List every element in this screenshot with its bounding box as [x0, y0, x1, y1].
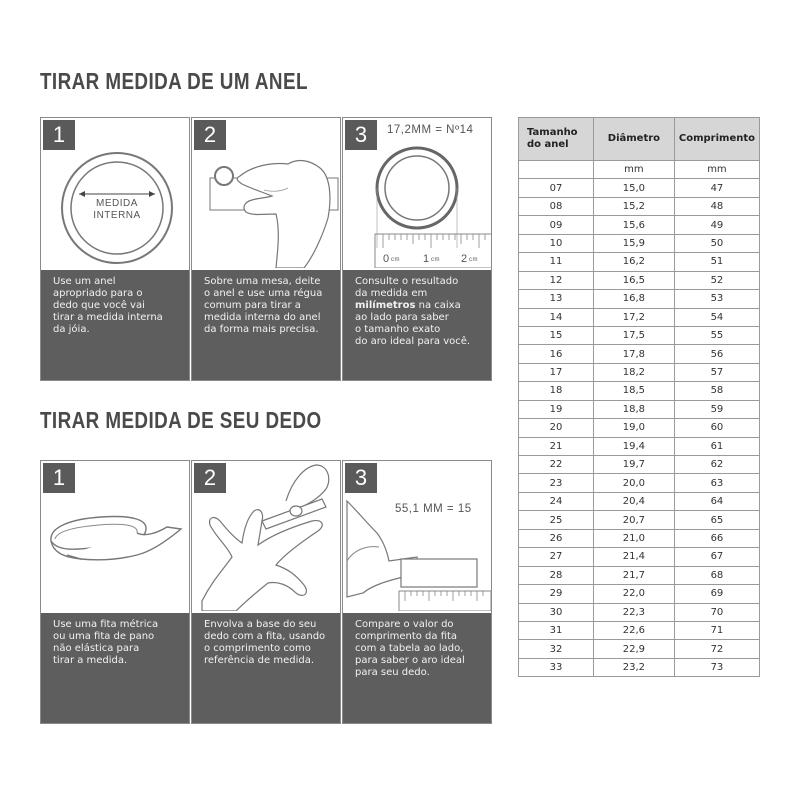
table-cell: 08: [519, 197, 594, 215]
table-cell: 17,8: [593, 345, 674, 363]
table-row: [519, 197, 760, 215]
step-number-badge: 1: [43, 120, 75, 150]
table-cell: 62: [674, 456, 759, 474]
table-row: [519, 216, 760, 234]
table-cell: 17: [519, 363, 594, 381]
caption-line: medida interna do anel: [204, 312, 321, 323]
table-cell: 19,7: [593, 456, 674, 474]
table-cell: 70: [674, 603, 759, 621]
caption-line: do aro ideal para você.: [355, 336, 471, 347]
caption-line: referência de medida.: [204, 655, 315, 666]
ruler-unit: cm: [431, 257, 440, 263]
table-cell: 49: [674, 216, 759, 234]
table-row: [519, 271, 760, 289]
table-cell: 15,2: [593, 197, 674, 215]
caption-line-rest: na caixa: [415, 300, 461, 311]
step-number-badge: 2: [194, 120, 226, 150]
table-cell: 20,0: [593, 474, 674, 492]
table-cell: 14: [519, 308, 594, 326]
table-row: [519, 621, 760, 639]
table-cell: 68: [674, 566, 759, 584]
caption-line: [355, 300, 483, 312]
table-cell: 27: [519, 548, 594, 566]
finger-step-2-caption: [192, 613, 340, 723]
table-header-row: [519, 118, 760, 161]
ring-measure-label: 17,2MM = Nº14: [387, 124, 474, 136]
finger-step-1-caption: [41, 613, 189, 723]
table-cell: 60: [674, 419, 759, 437]
table-row: [519, 658, 760, 676]
table-cell: 21,0: [593, 529, 674, 547]
table-cell: 26: [519, 529, 594, 547]
table-cell: 15: [519, 326, 594, 344]
caption-line: comprimento da fita: [355, 631, 458, 642]
table-cell: 61: [674, 437, 759, 455]
table-row: [519, 492, 760, 510]
table-cell: 22,9: [593, 640, 674, 658]
caption-line: Envolva a base do seu: [204, 619, 317, 630]
table-cell: 71: [674, 621, 759, 639]
table-cell: 15,0: [593, 179, 674, 197]
table-cell: 21: [519, 437, 594, 455]
caption-line: comum para tirar a: [204, 300, 301, 311]
table-cell: 73: [674, 658, 759, 676]
table-cell: 22,3: [593, 603, 674, 621]
finger-step-2: [191, 460, 341, 724]
ring-step-2: [191, 117, 341, 381]
unit-cell: mm: [593, 161, 674, 179]
table-row: [519, 363, 760, 381]
section-title-ring: TIRAR MEDIDA DE UM ANEL: [40, 68, 308, 94]
table-cell: 09: [519, 216, 594, 234]
table-row: [519, 585, 760, 603]
table-cell: 19: [519, 400, 594, 418]
table-cell: 53: [674, 290, 759, 308]
table-row: [519, 548, 760, 566]
table-cell: 59: [674, 400, 759, 418]
table-cell: 17,2: [593, 308, 674, 326]
table-cell: 33: [519, 658, 594, 676]
col-header-diameter: Diâmetro: [593, 118, 674, 161]
table-cell: 50: [674, 234, 759, 252]
table-cell: 22,6: [593, 621, 674, 639]
col-header-size: Tamanho do anel: [519, 118, 594, 161]
ring-step-3: [342, 117, 492, 381]
caption-line: para saber o aro ideal: [355, 655, 465, 666]
finger-step-1: [40, 460, 190, 724]
table-row: [519, 253, 760, 271]
ring-step-1: [40, 117, 190, 381]
finger-step-3: [342, 460, 492, 724]
table-row: [519, 456, 760, 474]
table-row: [519, 419, 760, 437]
caption-line: dedo com a fita, usando: [204, 631, 326, 642]
finger-step-3-caption: [343, 613, 491, 723]
table-cell: 15,9: [593, 234, 674, 252]
table-cell: 16,2: [593, 253, 674, 271]
caption-line: o comprimento como: [204, 643, 311, 654]
table-cell: 47: [674, 179, 759, 197]
table-cell: 57: [674, 363, 759, 381]
table-cell: 54: [674, 308, 759, 326]
table-cell: 16,8: [593, 290, 674, 308]
caption-line: o tamanho exato: [355, 324, 441, 335]
ring-step-3-caption: [343, 270, 491, 380]
table-row: [519, 290, 760, 308]
caption-line: Sobre uma mesa, deite: [204, 276, 321, 287]
table-cell: 12: [519, 271, 594, 289]
table-cell: 52: [674, 271, 759, 289]
table-cell: 25: [519, 511, 594, 529]
caption-line: ao lado para saber: [355, 312, 449, 323]
table-row: [519, 566, 760, 584]
section-title-finger: TIRAR MEDIDA DE SEU DEDO: [40, 407, 322, 433]
caption-line: tirar a medida.: [53, 655, 128, 666]
table-row: [519, 345, 760, 363]
table-cell: 19,4: [593, 437, 674, 455]
table-cell: 63: [674, 474, 759, 492]
ruler-label-2: 2: [461, 253, 468, 265]
table-cell: 10: [519, 234, 594, 252]
table-cell: 20,7: [593, 511, 674, 529]
table-cell: 16: [519, 345, 594, 363]
table-cell: 22: [519, 456, 594, 474]
table-cell: 30: [519, 603, 594, 621]
inner-measure-label-2: INTERNA: [93, 210, 141, 221]
table-row: [519, 326, 760, 344]
table-row: [519, 640, 760, 658]
table-row: [519, 382, 760, 400]
caption-line: com a tabela ao lado,: [355, 643, 464, 654]
table-cell: 18: [519, 382, 594, 400]
table-units-row: [519, 161, 760, 179]
table-cell: 24: [519, 492, 594, 510]
table-cell: 11: [519, 253, 594, 271]
table-cell: 07: [519, 179, 594, 197]
unit-cell: [519, 161, 594, 179]
table-cell: 64: [674, 492, 759, 510]
table-cell: 21,7: [593, 566, 674, 584]
table-row: [519, 234, 760, 252]
table-cell: 51: [674, 253, 759, 271]
ruler-unit: cm: [469, 257, 478, 263]
table-cell: 20,4: [593, 492, 674, 510]
caption-line: Use uma fita métrica: [53, 619, 159, 630]
table-cell: 18,5: [593, 382, 674, 400]
caption-line: Use um anel: [53, 276, 116, 287]
table-cell: 23: [519, 474, 594, 492]
table-cell: 17,5: [593, 326, 674, 344]
table-row: [519, 511, 760, 529]
table-cell: 69: [674, 585, 759, 603]
table-row: [519, 308, 760, 326]
ruler-label-0: 0: [383, 253, 390, 265]
caption-line: Consulte o resultado: [355, 276, 459, 287]
table-cell: 21,4: [593, 548, 674, 566]
col-header-length: Comprimento: [674, 118, 759, 161]
step-number-badge: 2: [194, 463, 226, 493]
table-body: [519, 161, 760, 677]
caption-line: dedo que você vai: [53, 300, 145, 311]
table-cell: 56: [674, 345, 759, 363]
ruler-unit: cm: [391, 257, 400, 263]
ring-step-1-caption: [41, 270, 189, 380]
table-cell: 16,5: [593, 271, 674, 289]
table-row: [519, 437, 760, 455]
table-cell: 20: [519, 419, 594, 437]
caption-line: apropriado para o: [53, 288, 143, 299]
table-row: [519, 603, 760, 621]
table-cell: 23,2: [593, 658, 674, 676]
ring-step-2-caption: [192, 270, 340, 380]
caption-line: ou uma fita de pano: [53, 631, 155, 642]
table-row: [519, 529, 760, 547]
finger-measure-label: 55,1 MM = 15: [395, 503, 472, 515]
step-number-badge: 3: [345, 120, 377, 150]
step-number-badge: 3: [345, 463, 377, 493]
step-number-badge: 1: [43, 463, 75, 493]
table-cell: 22,0: [593, 585, 674, 603]
table-cell: 67: [674, 548, 759, 566]
caption-line: para seu dedo.: [355, 667, 430, 678]
table-cell: 48: [674, 197, 759, 215]
table-cell: 66: [674, 529, 759, 547]
caption-line: tirar a medida interna: [53, 312, 163, 323]
caption-line: não elástica para: [53, 643, 140, 654]
inner-measure-label-1: MEDIDA: [96, 198, 138, 209]
caption-line: da jóia.: [53, 324, 90, 335]
table-cell: 18,2: [593, 363, 674, 381]
caption-line: da medida em: [355, 288, 428, 299]
caption-line: o anel e use uma régua: [204, 288, 323, 299]
table-cell: 19,0: [593, 419, 674, 437]
table-row: [519, 400, 760, 418]
caption-line: Compare o valor do: [355, 619, 454, 630]
caption-bold-word: milímetros: [355, 300, 416, 311]
caption-line: da forma mais precisa.: [204, 324, 319, 335]
unit-cell: mm: [674, 161, 759, 179]
table-cell: 13: [519, 290, 594, 308]
table-cell: 28: [519, 566, 594, 584]
ring-size-table: [518, 117, 760, 677]
ruler-label-1: 1: [423, 253, 430, 265]
table-cell: 29: [519, 585, 594, 603]
table-cell: 32: [519, 640, 594, 658]
table-row: [519, 474, 760, 492]
table-cell: 72: [674, 640, 759, 658]
table-cell: 31: [519, 621, 594, 639]
table-cell: 55: [674, 326, 759, 344]
table-cell: 15,6: [593, 216, 674, 234]
table-row: [519, 179, 760, 197]
table-cell: 65: [674, 511, 759, 529]
table-cell: 18,8: [593, 400, 674, 418]
table-cell: 58: [674, 382, 759, 400]
